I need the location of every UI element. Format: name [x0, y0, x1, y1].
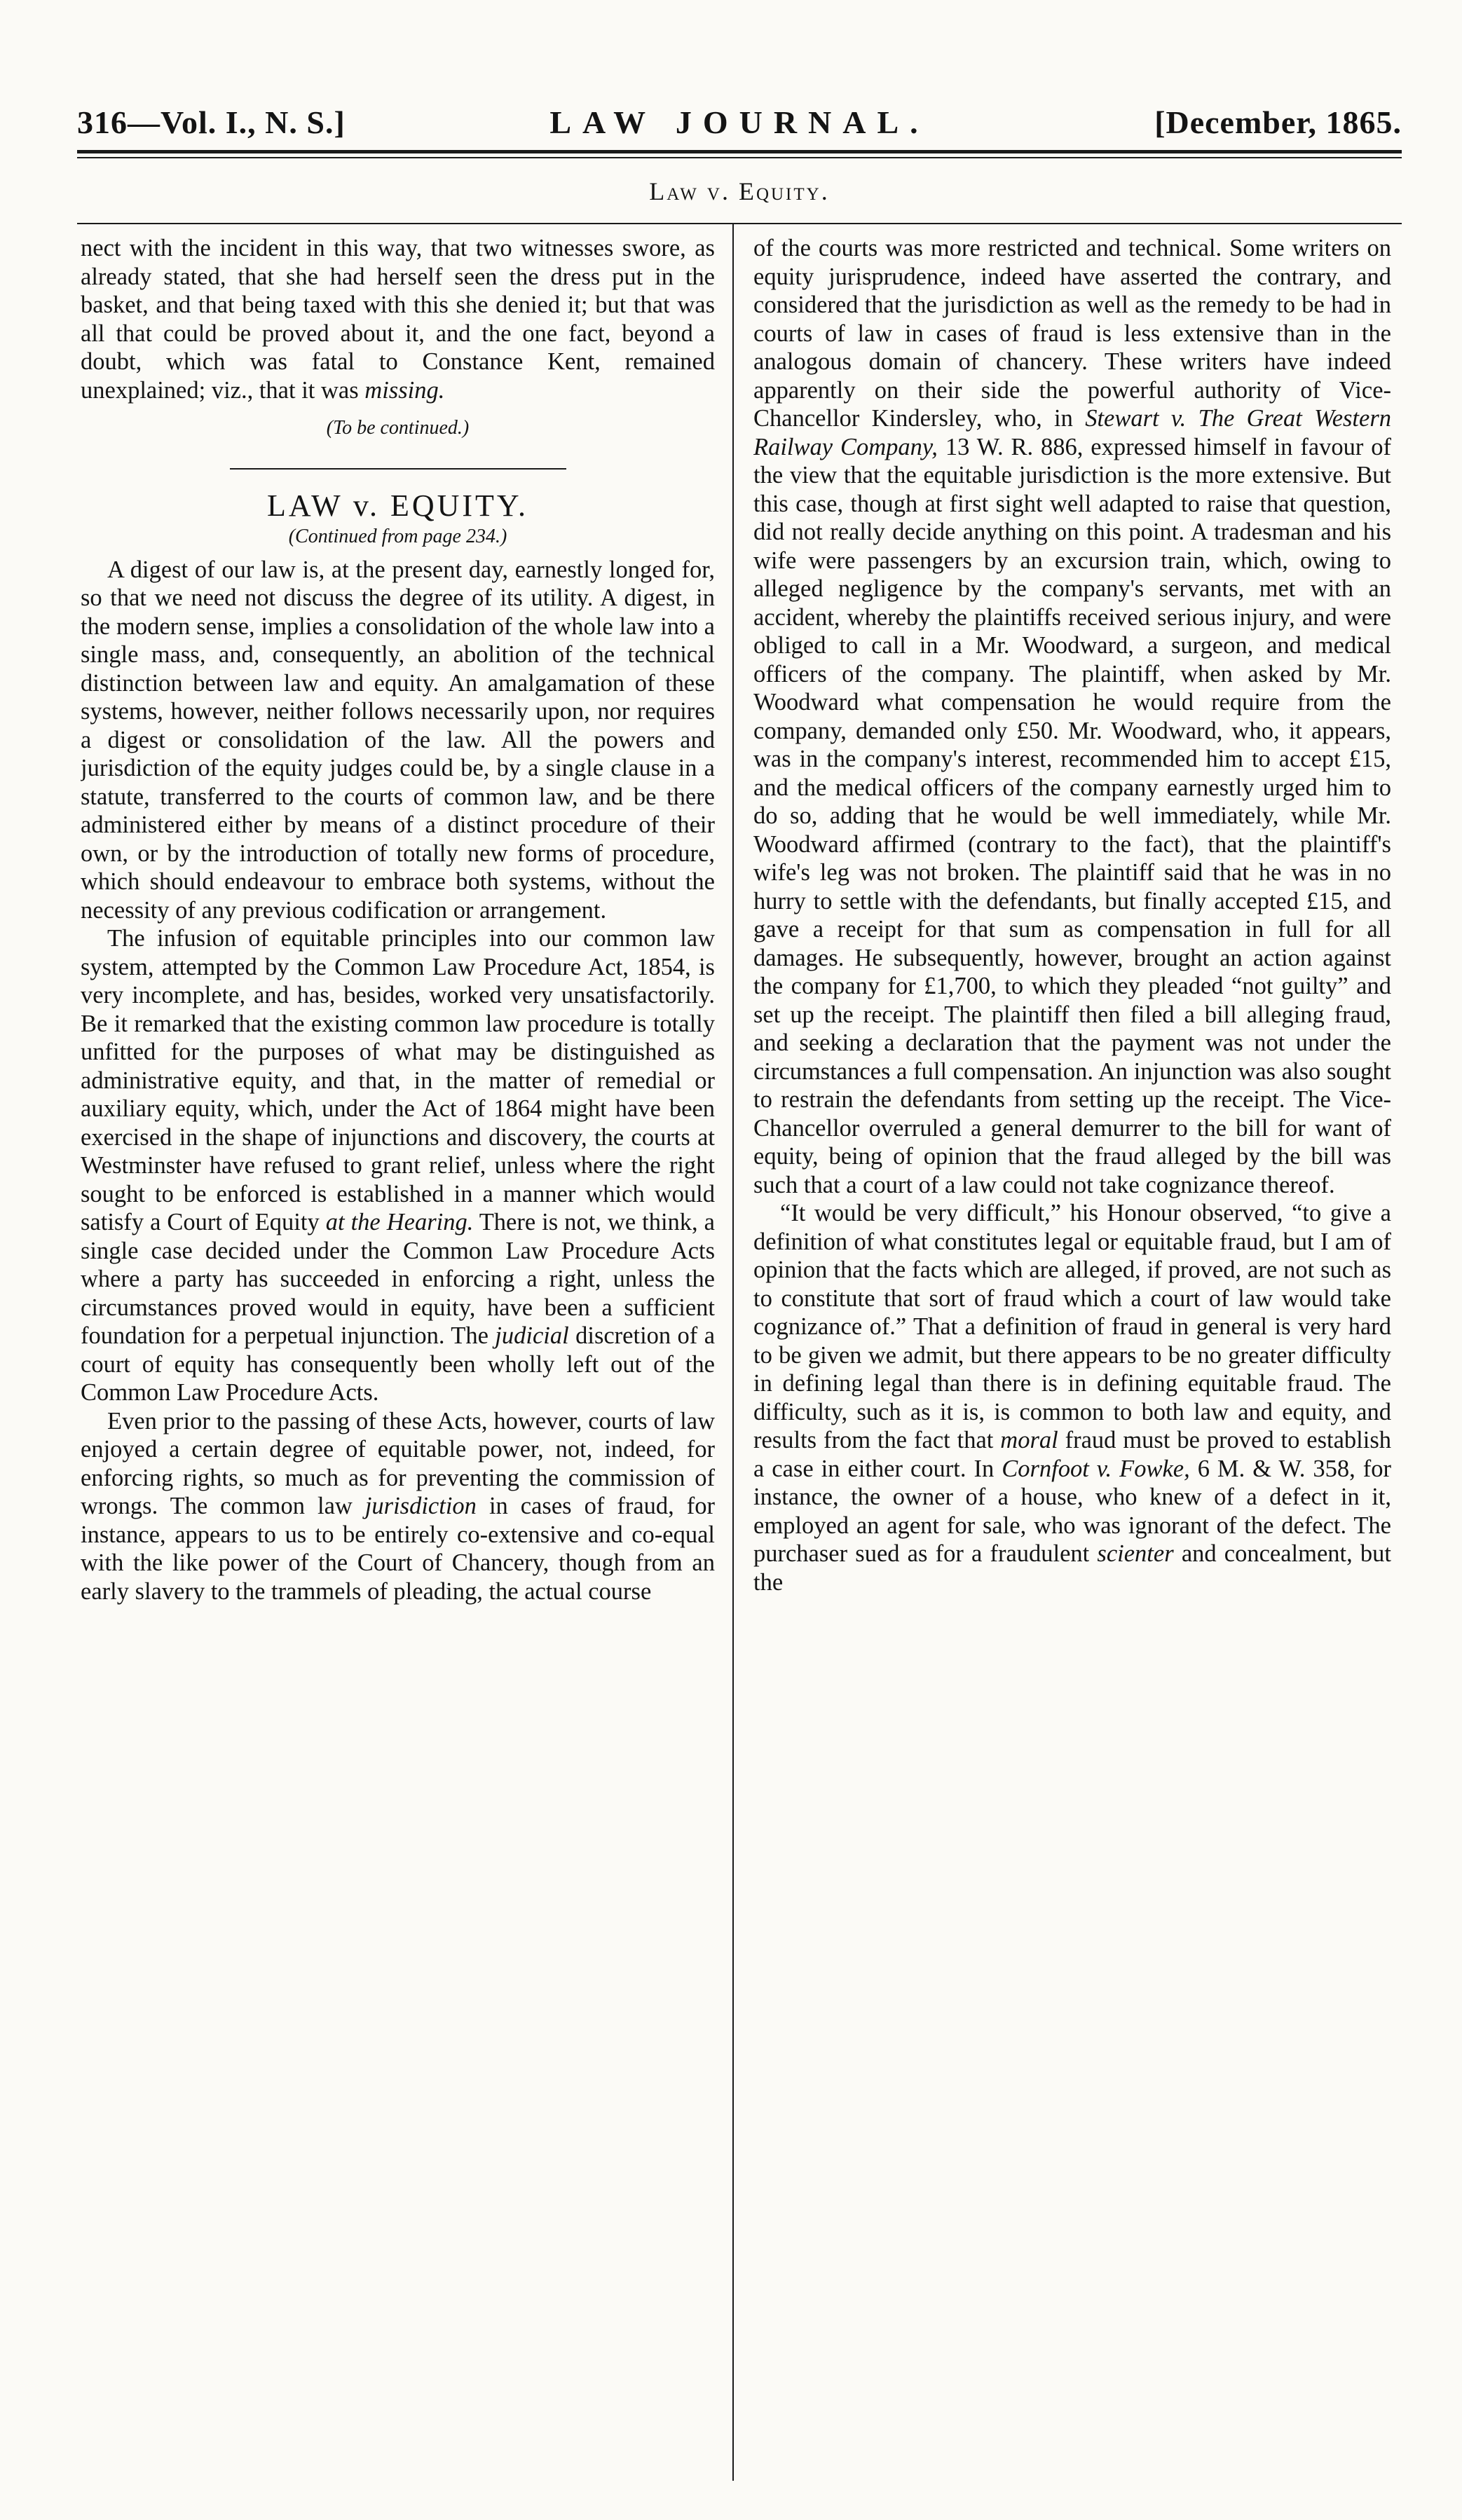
running-header [77, 104, 1402, 146]
carryover-paragraph: nect with the incident in this way, that two witnesses swore, as already stated, that she had herself seen the dress put in the basket, and that being taxed with this she denied it; but that was all that could be proved about it, and the one fact, beyond a doubt, which was fatal to Constance Kent, remained unexplained; viz., that it was missing. [81, 235, 715, 404]
paragraph: Even prior to the passing of these Acts, however, courts of law enjoyed a certain degree of equitable power, not, indeed, for enforcing rights, so much as for preventing the commission of wrongs. The common law jurisdiction in cases of fraud, for instance, appears to us to be entirely co-extensive and co-equal with the like power of the Court of Chancery, though from an early slavery to the trammels of pleading, the actual course [81, 1407, 715, 1605]
journal-title: LAW JOURNAL. [549, 104, 929, 140]
volume-label: 316—Vol. I., N. S.] [77, 104, 346, 140]
section-subheading: Law v. Equity. [649, 177, 830, 205]
subheading-rule [77, 223, 1402, 224]
continued-from-note: (Continued from page 234.) [288, 526, 507, 547]
header-rule-thin [77, 157, 1402, 158]
article-separator [230, 468, 566, 470]
right-column [753, 234, 1391, 2484]
paragraph: A digest of our law is, at the present day, earnestly longed for, so that we need not discuss the degree of its utility. A digest, in the modern sense, implies a consolidation of the whole law into a single mass, and, consequently, an abolition of the technical distinction between law and equity. An amalgamation of these systems, however, neither follows necessarily upon, nor requires a digest or consolidation of the law. All the powers and jurisdiction of the equity judges could be, by a single clause in a statute, transferred to the courts of common law, and be there administered either by means of a distinct procedure of their own, or by the introduction of totally new forms of procedure, which should endeavour to embrace both systems, without the necessity of any previous codification or arrangement. [81, 556, 715, 924]
column-divider [732, 224, 734, 2481]
left-column [81, 234, 715, 2484]
to-be-continued-note: (To be continued.) [326, 417, 470, 439]
issue-date: [December, 1865. [1154, 104, 1402, 140]
article-title: LAW v. EQUITY. [266, 488, 529, 523]
header-rule-thick [77, 150, 1402, 153]
paragraph: of the courts was more restricted and technical. Some writers on equity jurisprudence, indeed have asserted the contrary, and considered that the jurisdiction as well as the remedy to be had in courts of law in cases of fraud is less extensive than in the analogous domain of chancery. These writers have indeed apparently on their side the powerful authority of Vice-Chancellor Kindersley, who, in Stewart v. The Great Western Railway Company, 13 W. R. 886, expressed himself in favour of the view that the equitable jurisdiction is the more extensive. But this case, though at first sight well adapted to raise that question, did not really decide anything on this point. A tradesman and his wife were passengers by an excursion train, which, owing to alleged negligence by the company's servants, met with an accident, whereby the plaintiffs received serious injury, and were obliged to call in a Mr. Woodward, a surgeon, and medical officers of the company. The plaintiff, when asked by Mr. Woodward what compensation he would require from the company, demanded only £50. Mr. Woodward, who, it appears, was in the company's interest, recommended him to accept £15, and the medical officers of the company earnestly urged him to do so, adding that he would be well immediately, while Mr. Woodward affirmed (contrary to the fact), that the plaintiff's wife's leg was not broken. The plaintiff said that he was in no hurry to settle with the defendants, but finally accepted £15, and gave a receipt for that sum as compensation in full for all damages. He subsequently, however, brought an action against the company for £1,700, to which they pleaded “not guilty” and set up the receipt. The plaintiff then filed a bill alleging fraud, and seeking a declaration that the payment was not under the circumstances a full compensation. An injunction was also sought to restrain the defendants from setting up the receipt. The Vice-Chancellor overruled a general demurrer to the bill for want of equity, being of opinion that the fraud alleged by the bill was such that a court of a law could not take cognizance thereof. [753, 235, 1391, 1198]
paragraph: “It would be very difficult,” his Honour observed, “to give a definition of what constitutes legal or equitable fraud, but I am of opinion that the facts which are alleged, if proved, are not such as to constitute that sort of fraud which a court of law would take cognizance of.” That a definition of fraud in general is very hard to be given we admit, but there appears to be no greater difficulty in defining legal than there is in defining equitable fraud. The difficulty, such as it is, is common to both law and equity, and results from the fact that moral fraud must be proved to establish a case in either court. In Cornfoot v. Fowke, 6 M. & W. 358, for instance, the owner of a house, who knew of a defect in it, employed an agent for sale, who was ignorant of the defect. The purchaser sued as for a fraudulent scienter and concealment, but the [753, 1200, 1391, 1596]
paragraph: The infusion of equitable principles into our common law system, attempted by the Common Law Procedure Act, 1854, is very incomplete, and has, besides, worked very unsatisfactorily. Be it remarked that the existing common law procedure is totally unfitted for the purposes of what may be distinguished as administrative equity, and that, in the matter of remedial or auxiliary equity, which, under the Act of 1864 might have been exercised in the shape of injunctions and discovery, the courts at Westminster have refused to grant relief, unless where the right sought to be enforced is established in a manner which would satisfy a Court of Equity at the Hearing. There is not, we think, a single case decided under the Common Law Procedure Acts where a party has succeeded in enforcing a right, unless the circumstances proved would in equity, have been a sufficient foundation for a perpetual injunction. The judicial discretion of a court of equity has consequently been wholly left out of the Common Law Procedure Acts. [81, 925, 715, 1406]
